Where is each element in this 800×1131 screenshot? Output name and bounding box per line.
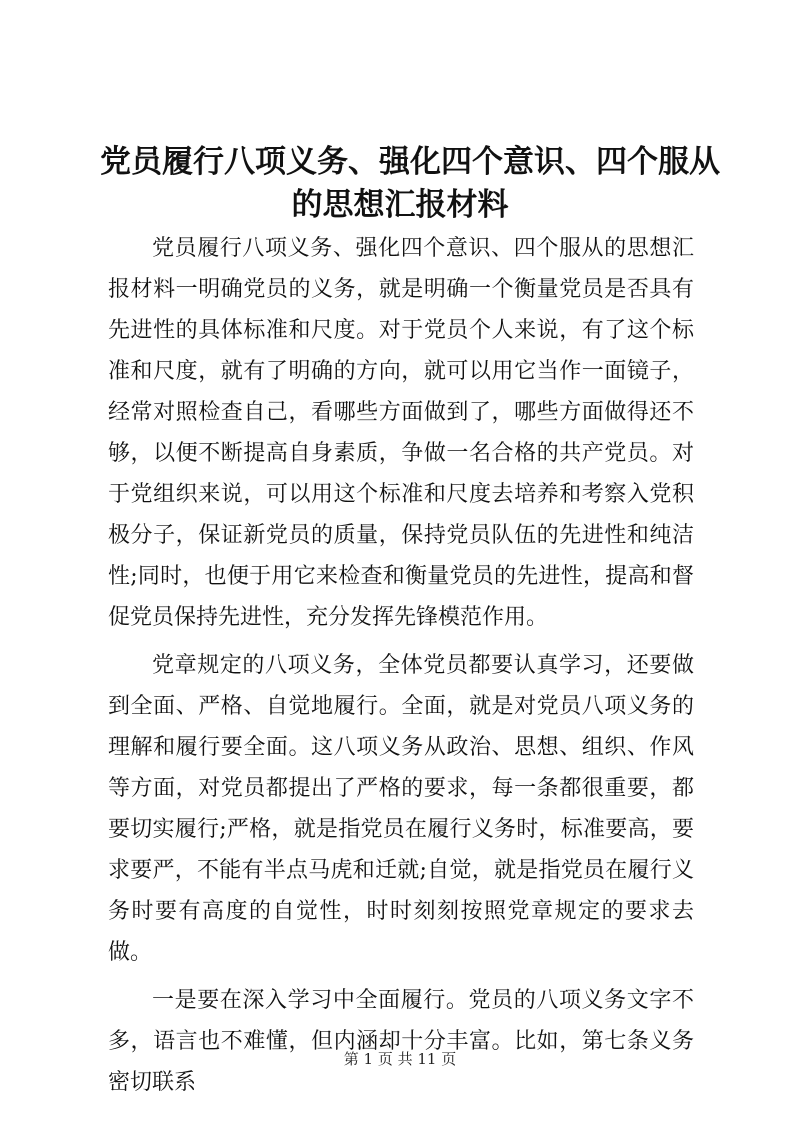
page-number-footer: 第 1 页 共 11 页 bbox=[343, 1050, 457, 1068]
paragraph-3: 一是要在深入学习中全面履行。党员的八项义务文字不多，语言也不难懂，但内涵却十分丰富。比如，第七条义务密切联系 bbox=[108, 988, 694, 1095]
document-title-line-1: 党员履行八项义务、强化四个意识、四个服从 bbox=[100, 144, 720, 180]
document-body bbox=[108, 228, 694, 1110]
paragraph-1: 党员履行八项义务、强化四个意识、四个服从的思想汇报材料一明确党员的义务，就是明确一个衡量党员是否具有先进性的具体标准和尺度。对于党员个人来说，有了这个标准和尺度，就有了明确的方向，就可以用它当作一面镜子，经常对照检查自己，看哪些方面做到了，哪些方面做得还不够，以便不断提高自身素质，争做一名合格的共产党员。对于党组织来说，可以用这个标准和尺度去培养和考察入党积极分子，保证新党员的质量，保持党员队伍的先进性和纯洁性;同时，也便于用它来检查和衡量党员的先进性，提高和督促党员保持先进性，充分发挥先锋模范作用。 bbox=[108, 236, 694, 630]
document-title-line-2: 的思想汇报材料 bbox=[291, 187, 509, 223]
paragraph-2: 党章规定的八项义务，全体党员都要认真学习，还要做到全面、严格、自觉地履行。全面，就是对党员八项义务的理解和履行要全面。这八项义务从政治、思想、组织、作风等方面，对党员都提出了严格的要求，每一条都很重要，都要切实履行;严格，就是指党员在履行义务时，标准要高，要求要严，不能有半点马虎和迁就;自觉，就是指党员在履行义务时要有高度的自觉性，时时刻刻按照党章规定的要求去做。 bbox=[108, 653, 694, 965]
